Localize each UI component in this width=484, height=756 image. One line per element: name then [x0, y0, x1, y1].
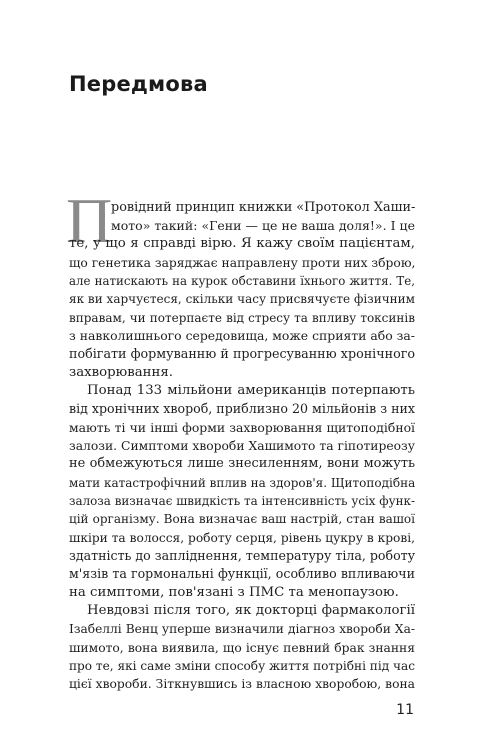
text-line: залози. Симптоми хвороби Хашимото та гіпотиреозу [69, 439, 415, 453]
text-line: цієї хвороби. Зіткнувшись із власною хворобою, вона [69, 677, 415, 691]
text-line: цій організму. Вона визначає ваш настрій, стан вашої [69, 512, 415, 526]
text-line: шкіри та волосся, роботу серця, рівень цукру в крові, [69, 531, 415, 545]
text-line: мото» такий: «Гени — це не ваша доля!». І це [111, 218, 415, 233]
text-line: але натискають на курок обставини їхнього життя. Те, [69, 274, 415, 288]
drop-cap-letter: П [66, 185, 113, 256]
text-line: як ви харчуєтеся, скільки часу присвячуєте фізичним [69, 292, 415, 306]
text-line: те, у що я справді вірю. Я кажу своїм пацієнтам, [69, 236, 415, 251]
text-line: від хронічних хвороб, приблизно 20 мільйонів з них [69, 401, 415, 416]
text-line: м'язів та гормональні функції, особливо впливаючи [69, 566, 415, 581]
text-line: на симптоми, пов'язані з ПМС та менопаузою. [69, 585, 399, 600]
text-line: не обмежуються лише знесиленням, вони можуть [69, 456, 415, 471]
text-line: шимото, вона виявила, що існує певний брак знання [69, 641, 415, 655]
text-line: Ізабеллі Венц уперше визначили діагноз хвороби Ха- [69, 622, 415, 636]
text-line: що генетика заряджає направлену проти них зброю, [69, 256, 416, 270]
text-line: з навколишнього середовища, може сприяти або за- [69, 328, 415, 343]
chapter-title: Передмова [69, 72, 208, 96]
text-line: ровідний принцип книжки «Протокол Хаши- [111, 200, 416, 215]
text-line: мають ті чи інші форми захворювання щитоподібної [69, 420, 415, 435]
page-number: 11 [396, 702, 414, 718]
text-line: залоза визначає швидкість та інтенсивність усіх функ- [69, 494, 415, 508]
text-line: Понад 133 мільйони американців потерпають [87, 383, 415, 398]
text-line: захворювання. [69, 365, 174, 380]
text-line: побігати формуванню й прогресуванню хронічного [69, 346, 415, 361]
text-line: здатність до запліднення, температуру тіла, роботу [69, 548, 416, 563]
text-line: Невдовзі після того, як докторці фармакології [87, 603, 415, 618]
text-line: мати катастрофічний вплив на здоров'я. Щитоподібна [69, 476, 416, 490]
text-line: про те, які саме зміни способу життя потрібні під час [69, 659, 415, 673]
text-line: вправам, чи потерпаєте від стресу та впливу токсинів [69, 311, 415, 325]
